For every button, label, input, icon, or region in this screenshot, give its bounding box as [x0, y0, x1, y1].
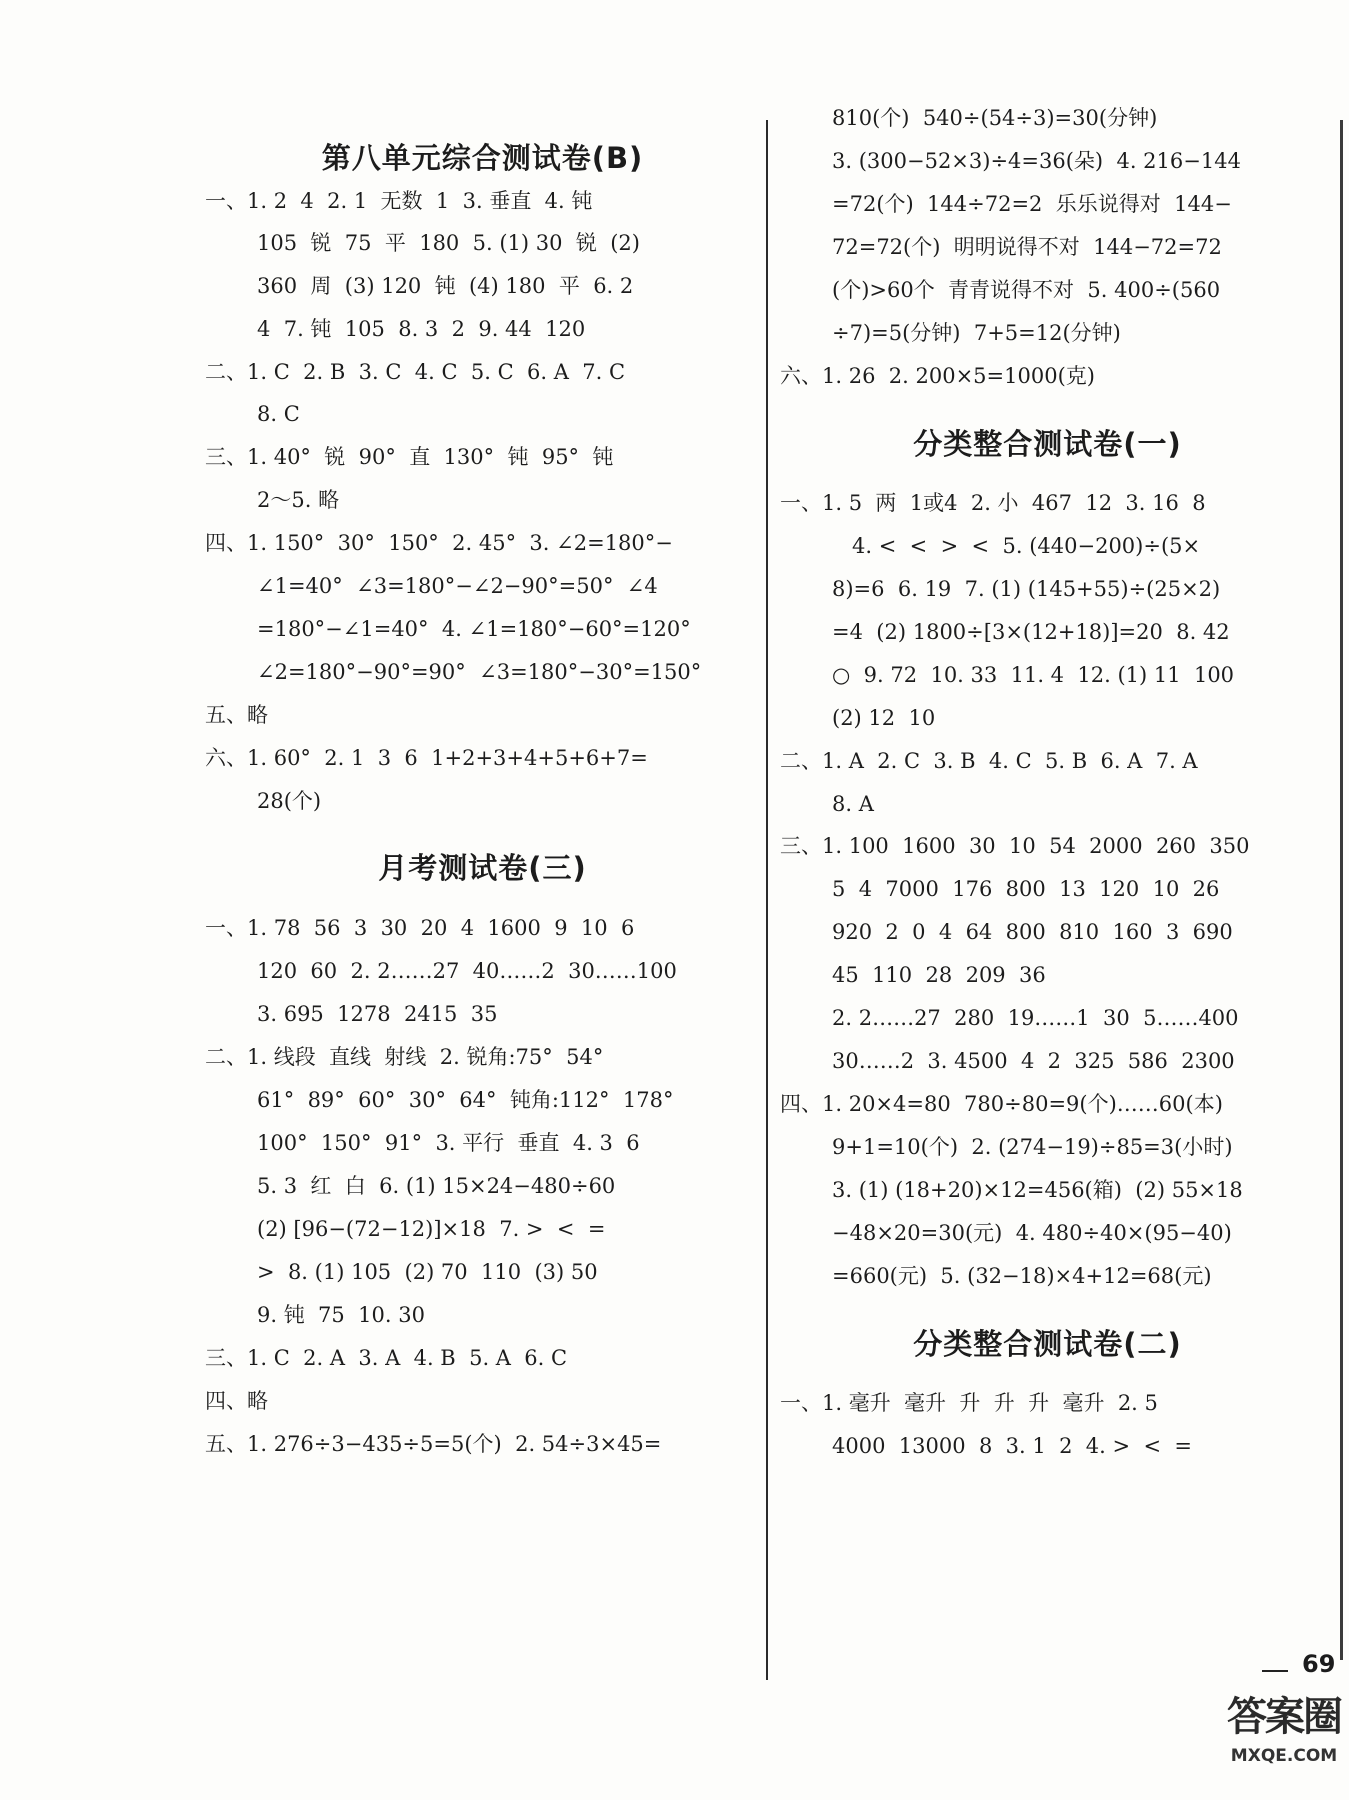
page-edge [1340, 120, 1343, 1660]
section-title: 分类整合测试卷(二) [913, 1327, 1182, 1361]
answer-line: 360 周 (3) 120 钝 (4) 180 平 6. 2 [257, 274, 634, 298]
answer-line: 8. C [257, 402, 300, 426]
answer-line: 一、1. 78 56 3 30 20 4 1600 9 10 6 [205, 916, 635, 940]
answer-line: > 8. (1) 105 (2) 70 110 (3) 50 [257, 1260, 598, 1284]
answer-line: 二、1. 线段 直线 射线 2. 锐角:75° 54° [205, 1045, 604, 1069]
watermark-url: MXQE.COM [1230, 1746, 1338, 1766]
answer-line: 61° 89° 60° 30° 64° 钝角:112° 178° [257, 1088, 674, 1112]
answer-line: 810(个) 540÷(54÷3)=30(分钟) [832, 106, 1158, 130]
answer-line: 5 4 7000 176 800 13 120 10 26 [832, 877, 1220, 901]
answer-line: 一、1. 毫升 毫升 升 升 升 毫升 2. 5 [780, 1391, 1158, 1415]
answer-line: 三、1. 100 1600 30 10 54 2000 260 350 [780, 834, 1250, 858]
answer-line: 9+1=10(个) 2. (274−19)÷85=3(小时) [832, 1135, 1233, 1159]
answer-line: ∠1=40° ∠3=180°−∠2−90°=50° ∠4 [257, 574, 658, 598]
watermark [1224, 1688, 1344, 1794]
answer-line: ∠2=180°−90°=90° ∠3=180°−30°=150° [257, 660, 702, 684]
answer-line: (2) 12 10 [832, 706, 936, 730]
answer-line: 三、1. 40° 锐 90° 直 130° 钝 95° 钝 [205, 445, 614, 469]
answer-line: 二、1. A 2. C 3. B 4. C 5. B 6. A 7. A [780, 749, 1198, 773]
answer-line: 3. 695 1278 2415 35 [257, 1002, 498, 1026]
answer-line: ○ 9. 72 10. 33 11. 4 12. (1) 11 100 [832, 663, 1235, 687]
answer-line: =180°−∠1=40° 4. ∠1=180°−60°=120° [257, 617, 691, 641]
answer-line: 3. (1) (18+20)×12=456(箱) (2) 55×18 [832, 1178, 1243, 1202]
column-divider [766, 120, 768, 1680]
answer-line: 五、略 [205, 703, 268, 727]
section-title: 第八单元综合测试卷(B) [321, 141, 644, 175]
section-title: 分类整合测试卷(一) [913, 427, 1182, 461]
answer-line: 920 2 0 4 64 800 810 160 3 690 [832, 920, 1233, 944]
answer-line: 120 60 2. 2……27 40……2 30……100 [257, 959, 677, 983]
answer-line: 四、1. 20×4=80 780÷80=9(个)……60(本) [780, 1092, 1223, 1116]
answer-line: 四、1. 150° 30° 150° 2. 45° 3. ∠2=180°− [205, 531, 673, 555]
section-title: 月考测试卷(三) [378, 851, 587, 885]
answer-line: 2～5. 略 [257, 488, 340, 512]
answer-line: =72(个) 144÷72=2 乐乐说得对 144− [832, 192, 1232, 216]
answer-line: =660(元) 5. (32−18)×4+12=68(元) [832, 1264, 1212, 1288]
answer-line: 9. 钝 75 10. 30 [257, 1303, 425, 1327]
answer-line: 8. A [832, 792, 874, 816]
answer-line: 二、1. C 2. B 3. C 4. C 5. C 6. A 7. C [205, 360, 626, 384]
answer-line: 100° 150° 91° 3. 平行 垂直 4. 3 6 [257, 1131, 640, 1155]
answer-line: 45 110 28 209 36 [832, 963, 1046, 987]
answer-line: 28(个) [257, 789, 322, 813]
answer-line: ÷7)=5(分钟) 7+5=12(分钟) [832, 321, 1121, 345]
answer-line: 30……2 3. 4500 4 2 325 586 2300 [832, 1049, 1235, 1073]
answer-line: 105 锐 75 平 180 5. (1) 30 锐 (2) [257, 231, 640, 255]
watermark-logo: 答案圈 [1227, 1694, 1341, 1740]
answer-line: (2) [96−(72−12)]×18 7. > < = [257, 1217, 606, 1241]
answer-line: 4 7. 钝 105 8. 3 2 9. 44 120 [257, 317, 586, 341]
answer-line: 一、1. 2 4 2. 1 无数 1 3. 垂直 4. 钝 [205, 189, 593, 213]
answer-line: 5. 3 红 白 6. (1) 15×24−480÷60 [257, 1174, 616, 1198]
answer-line: 4. < < > < 5. (440−200)÷(5× [852, 534, 1201, 558]
answer-line: 六、1. 60° 2. 1 3 6 1+2+3+4+5+6+7= [205, 746, 648, 770]
answer-line: 2. 2……27 280 19……1 30 5……400 [832, 1006, 1239, 1030]
answer-line: 六、1. 26 2. 200×5=1000(克) [780, 364, 1095, 388]
answer-line: 3. (300−52×3)÷4=36(朵) 4. 216−144 [832, 149, 1241, 173]
answer-line: 五、1. 276÷3−435÷5=5(个) 2. 54÷3×45= [205, 1432, 662, 1456]
answer-line: 四、略 [205, 1389, 268, 1413]
page-number-dash [1262, 1670, 1288, 1672]
answer-line: (个)>60个 青青说得不对 5. 400÷(560 [832, 278, 1221, 302]
answer-line: =4 (2) 1800÷[3×(12+18)]=20 8. 42 [832, 620, 1230, 644]
answer-line: 8)=6 6. 19 7. (1) (145+55)÷(25×2) [832, 577, 1221, 601]
answer-line: 72=72(个) 明明说得不对 144−72=72 [832, 235, 1222, 259]
page-number: 69 [1302, 1650, 1336, 1678]
answer-line: −48×20=30(元) 4. 480÷40×(95−40) [832, 1221, 1232, 1245]
answer-line: 4000 13000 8 3. 1 2 4. > < = [832, 1434, 1192, 1458]
answer-line: 三、1. C 2. A 3. A 4. B 5. A 6. C [205, 1346, 568, 1370]
answer-line: 一、1. 5 两 1或4 2. 小 467 12 3. 16 8 [780, 491, 1206, 515]
